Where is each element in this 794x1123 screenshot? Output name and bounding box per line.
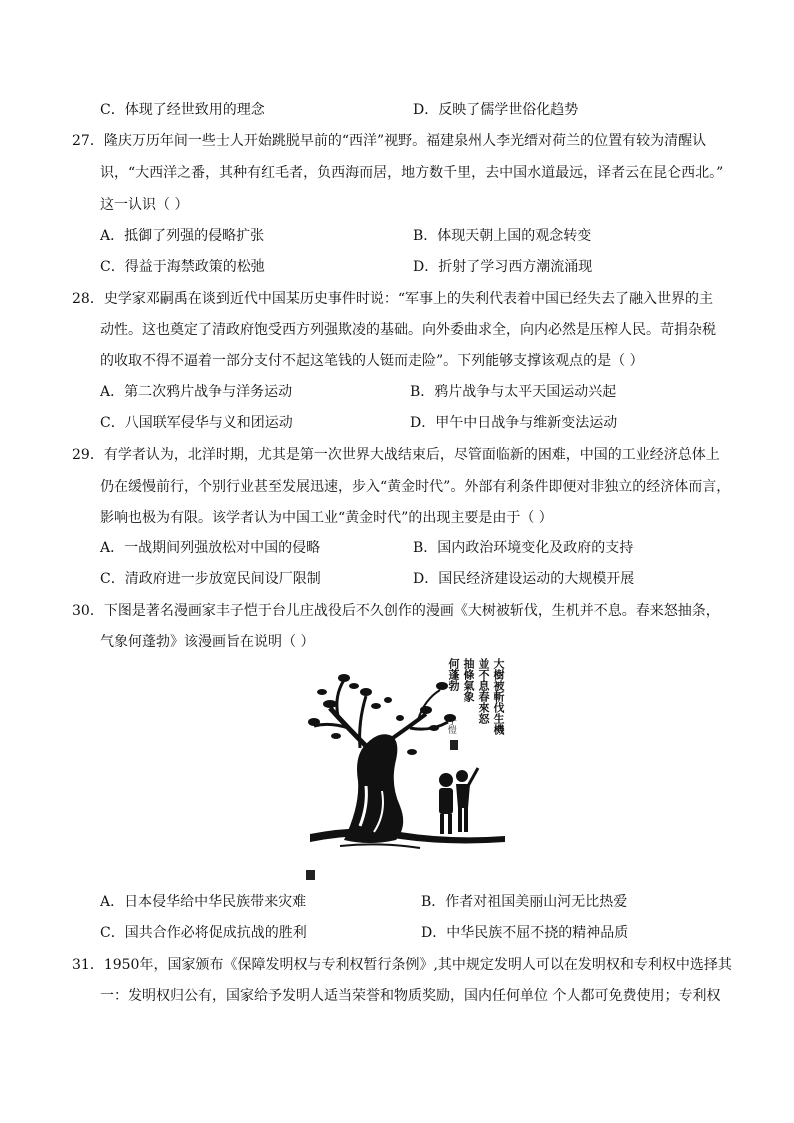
q28-stem-line-2: 动性。这也奠定了清政府饱受西方列强欺凌的基础。向外委曲求全，向内必然是压榨人民。苛捐杂税 — [100, 322, 716, 338]
two-children-figures — [439, 768, 478, 834]
inscription-column-2: 並不息春來怒 — [477, 658, 490, 724]
q29-option-a: A．一战期间列强放松对中国的侵略 — [100, 540, 321, 556]
q27-option-c: C．得益于海禁政策的松弛 — [100, 259, 265, 275]
q31-stem-line-1: 31．1950年，国家颁布《保障发明权与专利权暂行条例》,其中规定发明人可以在发明权和专利权中选择其 — [72, 957, 732, 973]
q30-option-b: B．作者对祖国美丽山河无比热爱 — [421, 894, 628, 910]
q28-option-b: B．鸦片战争与太平天国运动兴起 — [410, 384, 617, 400]
artist-signature: 子愷 — [446, 716, 456, 734]
q29-option-d: D．国民经济建设运动的大规模开展 — [413, 571, 635, 587]
q30-option-d: D．中华民族不屈不挠的精神品质 — [421, 925, 629, 941]
q27-stem-line-2: 识，“大西洋之番，其种有红毛者，负西海而居，地方数千里，去中国水道最远，译者云在昆仑西北。” — [100, 165, 724, 181]
q29-stem-line-3: 影响也极为有限。该学者认为中国工业“黄金时代”的出现主要是由于（ ） — [100, 510, 553, 526]
q30-stem-line-1: 30．下图是著名漫画家丰子恺于台儿庄战役后不久创作的漫画《大树被斩伐，生机并不息。春来怒抽条， — [72, 603, 720, 619]
q28-option-d: D．甲午中日战争与维新变法运动 — [410, 415, 618, 431]
q28-option-a: A．第二次鸦片战争与洋务运动 — [100, 384, 293, 400]
q30-option-c: C．国共合作必将促成抗战的胜利 — [100, 925, 307, 941]
q29-option-c: C．清政府进一步放宽民间设厂限制 — [100, 571, 321, 587]
q29-stem-line-2: 仍在缓慢前行，个别行业甚至发展迅速，步入“黄金时代”。外部有利条件即便对非独立的经济体而言， — [100, 479, 731, 495]
q29-option-b: B．国内政治环境变化及政府的支持 — [413, 540, 634, 556]
q29-stem-line-1: 29．有学者认为，北洋时期，尤其是第一次世界大战结束后，尽管面临新的困难，中国的工业经济总体上 — [72, 447, 720, 463]
inscription-column-4: 何蓬勃 — [447, 658, 460, 691]
inscription-column-3: 抽條氣象 — [462, 658, 475, 702]
q26-option-c: C．体现了经世致用的理念 — [100, 102, 265, 118]
q28-stem-line-3: 的收取不得不逼着一部分支付不起这笔钱的人铤而走险”。下列能够支撑该观点的是（ ） — [100, 353, 644, 369]
q27-option-a: A．抵御了列强的侵略扩张 — [100, 228, 265, 244]
q30-option-a: A．日本侵华给中华民族带来灾难 — [100, 894, 307, 910]
q28-option-c: C．八国联军侵华与义和团运动 — [100, 415, 293, 431]
cartoon-figure — [300, 656, 506, 882]
q26-option-d: D．反映了儒学世俗化趋势 — [413, 102, 579, 118]
q30-stem-line-2: 气象何蓬勃》该漫画旨在说明（ ） — [100, 634, 315, 650]
corner-seal — [306, 870, 315, 880]
q28-stem-line-1: 28．史学家邓嗣禹在谈到近代中国某历史事件时说：“军事上的失利代表着中国已经失去了融入世界的主 — [72, 291, 713, 307]
q31-stem-line-2: 一：发明权归公有，国家给予发明人适当荣誉和物质奖励，国内任何单位 个人都可免费使用；专利权 — [100, 988, 721, 1004]
q27-stem-line-1: 27．隆庆万历年间一些士人开始跳脱早前的“西洋”视野。福建泉州人李光缙对荷兰的位置有较为清醒认 — [72, 133, 707, 149]
inscription-column-1: 大樹被斬伐生機 — [492, 658, 505, 735]
q27-option-b: B．体现天朝上国的观念转变 — [413, 228, 592, 244]
ground-shape — [310, 828, 505, 843]
q27-stem-line-3: 这一认识（ ） — [100, 197, 189, 213]
artist-seal — [450, 740, 458, 750]
tree-trunk — [344, 734, 403, 843]
q27-option-d: D．折射了学习西方潮流涌现 — [413, 259, 593, 275]
